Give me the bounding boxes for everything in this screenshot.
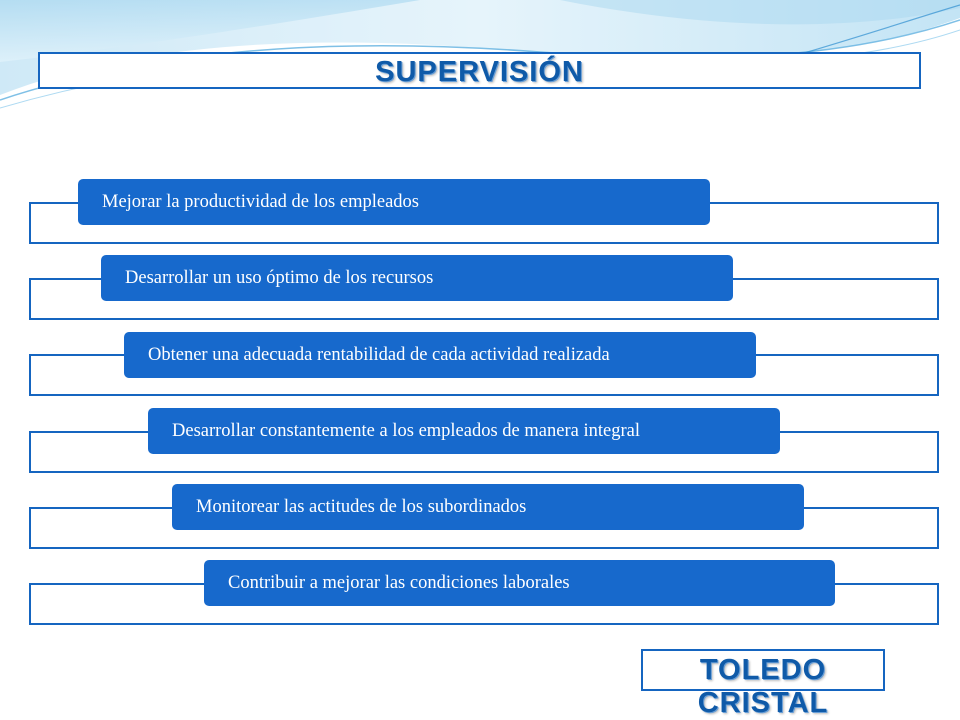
list-item-2: Desarrollar un uso óptimo de los recursos	[101, 255, 733, 301]
slide-title: SUPERVISIÓN	[375, 56, 584, 88]
list-item-4: Desarrollar constantemente a los empleados de manera integral	[148, 408, 780, 454]
list-item-6: Contribuir a mejorar las condiciones laborales	[204, 560, 835, 606]
list-item-5: Monitorear las actitudes de los subordinados	[172, 484, 804, 530]
author-signature: TOLEDO CRISTAL	[697, 654, 829, 719]
list-item-1: Mejorar la productividad de los empleados	[78, 179, 710, 225]
signature-box	[641, 649, 885, 719]
list-item-3: Obtener una adecuada rentabilidad de cada actividad realizada	[124, 332, 756, 378]
title-box	[38, 52, 921, 89]
